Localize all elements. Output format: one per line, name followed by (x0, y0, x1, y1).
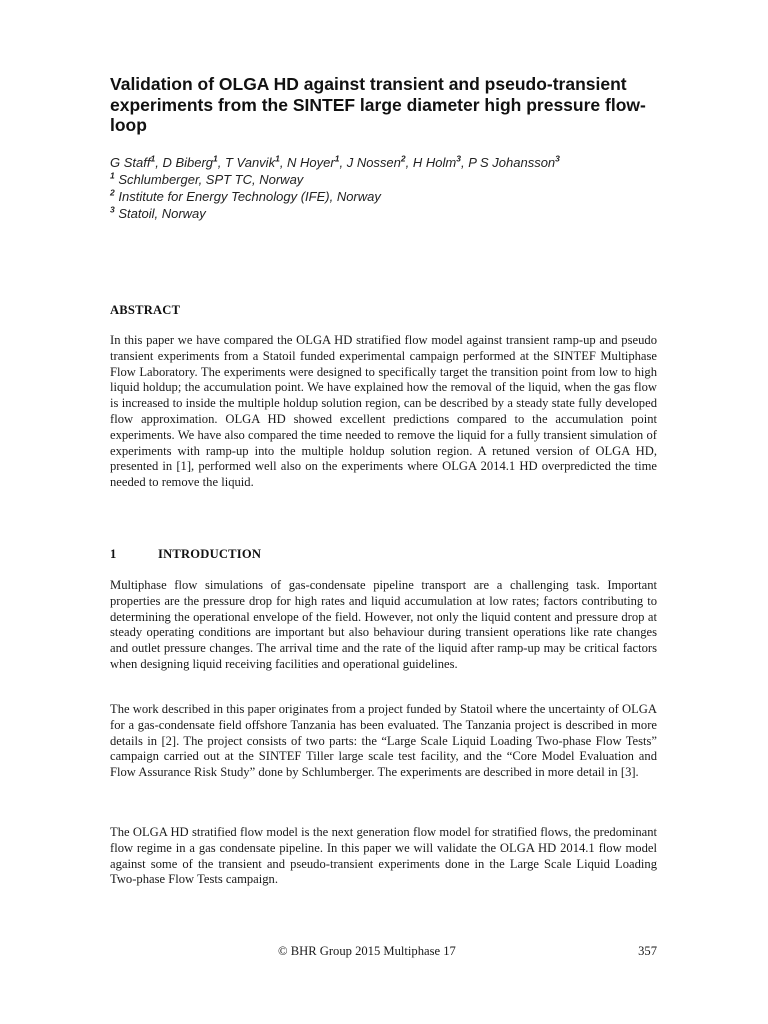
affiliation-line (110, 205, 680, 222)
affiliation-text: Schlumberger, SPT TC, Norway (118, 172, 304, 187)
affiliation-line (110, 171, 680, 188)
author-list (110, 154, 680, 171)
author-affiliation-mark: 3 (456, 153, 461, 164)
author-affiliation-mark: 1 (213, 153, 218, 164)
introduction-paragraph: The work described in this paper originates from a project funded by Statoil where the uncertainty of OLGA for a gas-condensate field offshore Tanzania has been evaluated. The Tanzania project is described in more details in [2]. The project consists of two parts: the “Large Scale Liquid Loading Two-phase Flow Tests” campaign carried out at the SINTEF Tiller large scale test facility, and the “Core Model Evaluation and Flow Assurance Risk Study” done by Schlumberger. The experiments are described in more detail in [3]. (110, 702, 657, 780)
introduction-heading (110, 547, 261, 562)
affiliation-number: 2 (110, 187, 115, 198)
abstract-text: In this paper we have compared the OLGA HD stratified flow model against transient ramp-up and pseudo transient experiments from a Statoil funded experimental campaign performed at the SINTEF Multiphase Flow Laboratory. The experiments were designed to specifically target the transition point from low to high liquid holdup; the accumulation point. We have explained how the removal of the liquid, when the gas flow is increased to inside the multiple holdup solution region, can be described by a steady state fully developed flow approximation. OLGA HD showed excellent predictions compared to the accumulation point experiments. We have also compared the time needed to remove the liquid for a fully transient simulation of experiments with ramp-up into the multiple holdup solution region. A retuned version of OLGA HD, presented in [1], performed well also on the experiments where OLGA 2014.1 HD overpredicted the time needed to remove the liquid. (110, 333, 657, 490)
author-affiliation-mark: 1 (334, 153, 340, 164)
affiliation-number: 1 (110, 170, 115, 181)
affiliation-number: 3 (110, 204, 115, 215)
affiliation-text: Institute for Energy Technology (IFE), Norway (118, 189, 381, 204)
author-name: N Hoyer (287, 155, 335, 170)
author-name: H Holm (412, 155, 457, 170)
author-affiliation-mark: 2 (400, 153, 406, 164)
author-block (110, 154, 680, 222)
section-title: INTRODUCTION (158, 547, 262, 561)
author-separator: , (155, 155, 163, 170)
author-separator: , (460, 155, 469, 170)
introduction-paragraph: The OLGA HD stratified flow model is the next generation flow model for stratified flows, the predominant flow regime in a gas condensate pipeline. In this paper we will validate the OLGA HD 2014.1 flow model against some of the transient and pseudo-transient experiments done in the Large Scale Liquid Loading Two-phase Flow Tests campaign. (110, 825, 657, 887)
copyright-notice: © BHR Group 2015 Multiphase 17 (278, 944, 456, 958)
abstract-heading: ABSTRACT (110, 303, 181, 317)
author-separator: , (217, 155, 225, 170)
author-name: D Biberg (162, 155, 214, 170)
author-separator: , (405, 155, 413, 170)
section-number: 1 (110, 547, 117, 561)
page-footer (110, 944, 657, 962)
author-name: T Vanvik (224, 155, 276, 170)
author-separator: , (279, 155, 288, 170)
author-name: J Nossen (346, 155, 401, 170)
author-separator: , (339, 155, 347, 170)
affiliation-line (110, 188, 680, 205)
author-name: P S Johansson (468, 155, 556, 170)
affiliation-text: Statoil, Norway (118, 206, 206, 221)
author-affiliation-mark: 1 (150, 153, 156, 164)
author-affiliation-mark: 1 (275, 153, 280, 164)
introduction-paragraph: Multiphase flow simulations of gas-condensate pipeline transport are a challenging task. Important properties are the pressure drop for high rates and liquid accumulation at low rates; factors contributing to determining the operational envelope of the field. However, not only the liquid content and pressure drop at steady operating conditions are important but also behaviour during transient operations like rate changes and outlet pressure changes. The arrival time and the rate of the liquid after ramp-up may be critical factors when designing liquid receiving facilities and operational guidelines. (110, 578, 657, 671)
author-name: G Staff (110, 155, 151, 170)
author-affiliation-mark: 3 (555, 153, 560, 164)
paper-title: Validation of OLGA HD against transient and pseudo-transient experiments from the SINTEF large diameter high pressure flow-loop (110, 74, 646, 135)
page-number: 357 (638, 944, 657, 958)
